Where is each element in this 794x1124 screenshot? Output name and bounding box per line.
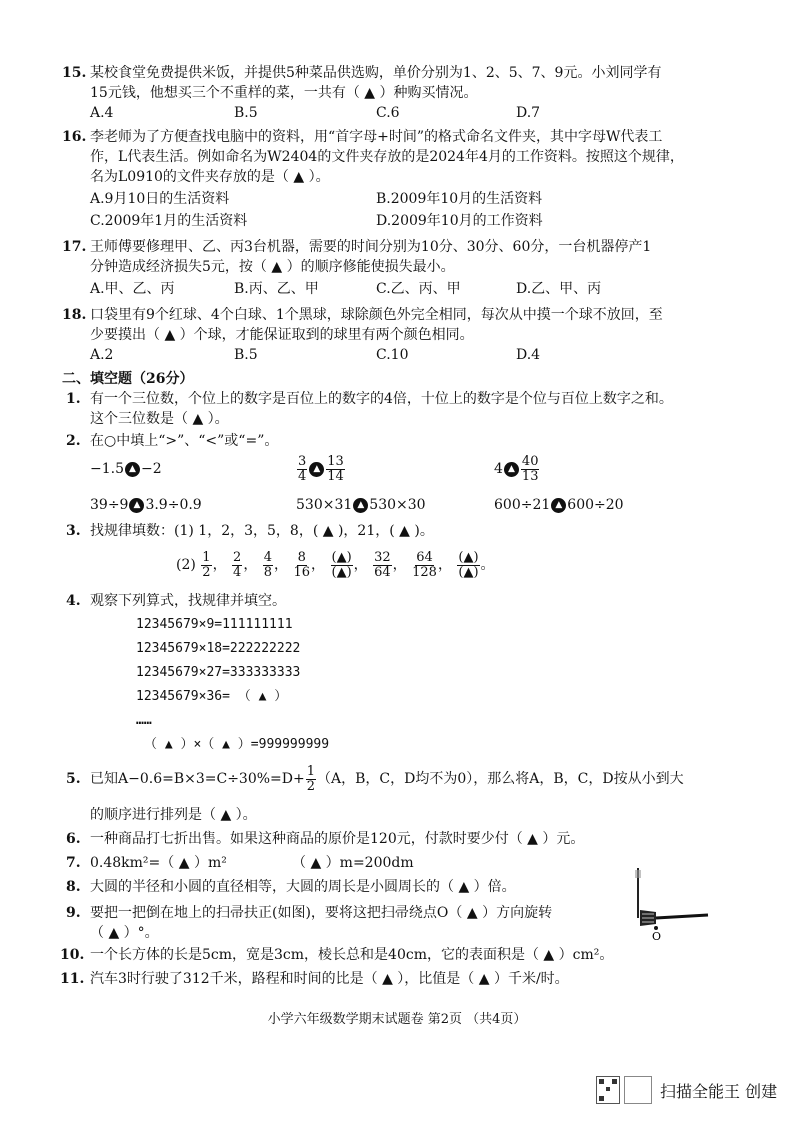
- question-number: 10.: [60, 947, 85, 963]
- question-text: 李老师为了方便查找电脑中的资料，用“首字母+时间”的格式命名文件夹，其中字母W代表工: [90, 129, 663, 145]
- point-label: O: [652, 930, 662, 943]
- question-text: 王师傅要修理甲、乙、丙3台机器，需要的时间分别为10分、30分、60分，一台机器停产1: [90, 239, 652, 255]
- triangle-circle-icon: ▲: [353, 498, 368, 513]
- question-number: 17.: [62, 239, 87, 255]
- option-d: D.乙、甲、丙: [516, 281, 602, 297]
- question-text: 要把一把倒在地上的扫帚扶正(如图)，要将这把扫帚绕点O（ ▲ ）方向旋转: [90, 905, 553, 921]
- compare-5: 530×31 ▲ 530×30: [296, 497, 426, 513]
- option-b: B.5: [234, 105, 258, 121]
- option-a: A.9月10日的生活资料: [90, 191, 230, 207]
- question-text: 15元钱，他想买三个不重样的菜，一共有（ ▲ ）种购买情况。: [90, 85, 478, 101]
- question-text: 少要摸出（ ▲ ）个球，才能保证取到的球里有两个颜色相同。: [90, 327, 474, 343]
- broom-handle: [656, 915, 708, 918]
- compare-6: 600÷21 ▲ 600÷20: [494, 497, 624, 513]
- option-c: C.6: [376, 105, 400, 121]
- option-b: B.丙、乙、甲: [234, 281, 319, 297]
- option-d: D.2009年10月的工作资料: [376, 213, 543, 229]
- question-text: 这个三位数是（ ▲ ）。: [90, 411, 229, 427]
- qr-code-icon: [596, 1076, 620, 1104]
- question-text: （ ▲ ）°。: [90, 925, 159, 941]
- section-title: 二、填空题（26分）: [62, 371, 194, 387]
- question-number: 15.: [62, 65, 87, 81]
- question-number: 5.: [66, 771, 81, 787]
- question-text: 一个长方体的长是5cm，宽是3cm，棱长总和是40cm，它的表面积是（ ▲ ）cm²。: [90, 947, 614, 963]
- option-b: B.5: [234, 347, 258, 363]
- fraction: $\frac{13}{14}$: [327, 453, 344, 484]
- question-number: 3.: [66, 523, 81, 539]
- triangle-circle-icon: ▲: [129, 498, 144, 513]
- option-a: A.2: [90, 347, 114, 363]
- question-number: 2.: [66, 433, 81, 449]
- broom-figure: [626, 864, 712, 944]
- question-number: 7.: [66, 855, 81, 871]
- compare-left: −1.5: [90, 461, 124, 477]
- ellipsis: ……: [136, 713, 152, 728]
- compare-left: 4: [494, 461, 503, 477]
- compare-4: 39÷9 ▲ 3.9÷0.9: [90, 497, 202, 513]
- question-text: 名为L0910的文件夹存放的是（ ▲ ）。: [90, 169, 330, 185]
- question-text: 作，L代表生活。例如命名为W2404的文件夹存放的是2024年4月的工作资料。按照这个规律，: [90, 149, 684, 165]
- question-text: 在○中填上“>”、“<”或“=”。: [90, 433, 279, 449]
- question-text: 已知A−0.6=B×3=C÷30%=D+ $\frac{1}{2}$ （A，B，C，D均不为0），那么将A，B，C，D按从小到大: [90, 763, 684, 794]
- question-text: （ ▲ ）m=200dm: [292, 855, 414, 871]
- question-text: 大圆的半径和小圆的直径相等，大圆的周长是小圆周长的（ ▲ ）倍。: [90, 879, 516, 895]
- compare-3: [494, 452, 540, 486]
- question-number: 8.: [66, 879, 81, 895]
- equation: 12345679×36= （ ▲ ）: [136, 689, 288, 704]
- question-number: 1.: [66, 391, 81, 407]
- question-text: 观察下列算式，找规律并填空。: [90, 593, 286, 609]
- option-d: D.4: [516, 347, 541, 363]
- question-number: 9.: [66, 905, 81, 921]
- question-text: 某校食堂免费提供米饭，并提供5种菜品供选购，单价分别为1、2、5、7、9元。小刘同学有: [90, 65, 662, 81]
- question-text: 0.48km²=（ ▲ ）m²: [90, 855, 227, 871]
- question-text: 的顺序进行排列是（ ▲ ）。: [90, 807, 257, 823]
- question-text: 分钟造成经济损失5元，按（ ▲ ）的顺序修能使损失最小。: [90, 259, 455, 275]
- question-text: 有一个三位数，个位上的数字是百位上的数字的4倍，十位上的数字是个位与百位上数字之和。: [90, 391, 673, 407]
- equation: （ ▲ ）×（ ▲ ）=999999999: [144, 737, 330, 752]
- option-c: C.10: [376, 347, 409, 363]
- scanner-watermark: [596, 1076, 777, 1104]
- compare-right: −2: [141, 461, 162, 477]
- question-number: 11.: [60, 971, 85, 987]
- app-logo-icon: [624, 1076, 652, 1104]
- question-number: 6.: [66, 831, 81, 847]
- fraction-sequence: (2) $\frac{1}{2}$ ， $\frac{2}{4}$ ， $\frac{4}{8}$ ， $\frac{8}{16}$ ， $\frac{(▲)}{(▲)}$ ， $\frac{32}{64}$ ， $\frac{64}{128}$ ， $\frac{(▲)}{(▲)}$ 。: [176, 549, 495, 580]
- question-number: 4.: [66, 593, 81, 609]
- question-number: 18.: [62, 307, 87, 323]
- option-d: D.7: [516, 105, 541, 121]
- question-text: 一种商品打七折出售。如果这种商品的原价是120元，付款时要少付（ ▲ ）元。: [90, 831, 585, 847]
- question-number: 16.: [62, 129, 87, 145]
- equation: 12345679×9=111111111: [136, 617, 293, 632]
- equation: 12345679×18=222222222: [136, 641, 301, 656]
- triangle-circle-icon: ▲: [125, 462, 140, 477]
- option-c: C.乙、丙、甲: [376, 281, 461, 297]
- scanner-label: 扫描全能王 创建: [660, 1081, 778, 1101]
- question-text: 汽车3时行驶了312千米，路程和时间的比是（ ▲ ），比值是（ ▲ ）千米/时。: [90, 971, 569, 987]
- fraction: $\frac{3}{4}$: [298, 453, 307, 484]
- option-c: C.2009年1月的生活资料: [90, 213, 248, 229]
- fraction: $\frac{40}{13}$: [521, 453, 539, 484]
- question-text: 口袋里有9个红球、4个白球、1个黑球，球除颜色外完全相同，每次从中摸一个球不放回，至: [90, 307, 663, 323]
- option-a: A.甲、乙、丙: [90, 281, 175, 297]
- triangle-circle-icon: ▲: [309, 462, 324, 477]
- option-b: B.2009年10月的生活资料: [376, 191, 543, 207]
- option-a: A.4: [90, 105, 114, 121]
- question-text: 找规律填数：(1) 1，2，3，5，8，( ▲ )，21，( ▲ )。: [90, 523, 434, 539]
- triangle-circle-icon: ▲: [504, 462, 519, 477]
- compare-1: [90, 460, 162, 478]
- triangle-circle-icon: ▲: [551, 498, 566, 513]
- equation: 12345679×27=333333333: [136, 665, 301, 680]
- page-footer: 小学六年级数学期末试题卷 第2页 （共4页）: [267, 1012, 527, 1027]
- compare-2: [296, 452, 346, 486]
